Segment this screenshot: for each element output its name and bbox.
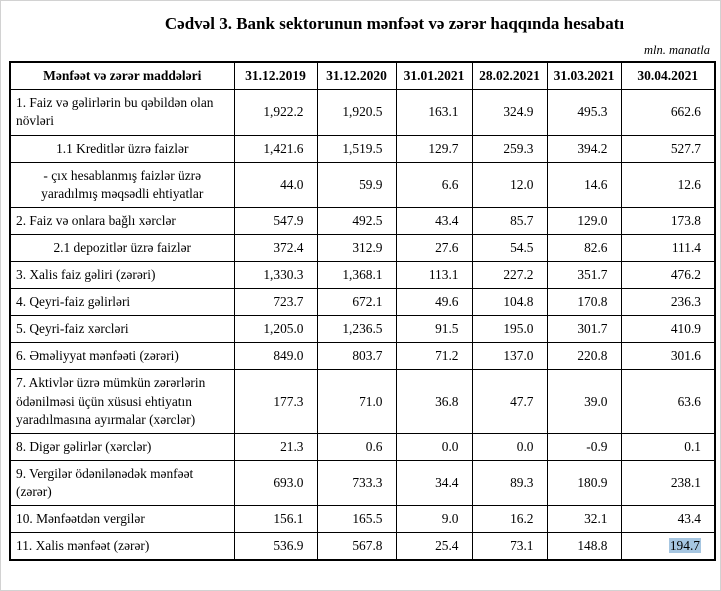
value-cell: 49.6 — [396, 289, 472, 316]
value-cell: 0.6 — [317, 433, 396, 460]
value-cell: 82.6 — [547, 234, 621, 261]
value-cell: 301.6 — [621, 343, 715, 370]
table-row — [10, 460, 715, 505]
value-cell: 129.0 — [547, 207, 621, 234]
value-cell: 137.0 — [472, 343, 547, 370]
column-header-items: Mənfəət və zərər maddələri — [10, 62, 234, 90]
row-label: 4. Qeyri-faiz gəlirləri — [10, 289, 234, 316]
value-cell: 410.9 — [621, 316, 715, 343]
value-cell: 71.2 — [396, 343, 472, 370]
unit-note: mln. manatla — [644, 43, 710, 58]
value-cell: 44.0 — [234, 162, 317, 207]
row-label: 2. Faiz və onlara bağlı xərclər — [10, 207, 234, 234]
value-cell: 662.6 — [621, 90, 715, 135]
column-header-date-2019: 31.12.2019 — [234, 62, 317, 90]
value-cell: 165.5 — [317, 505, 396, 532]
table-body — [10, 90, 715, 560]
value-cell: 312.9 — [317, 234, 396, 261]
row-label: 3. Xalis faiz gəliri (zərəri) — [10, 262, 234, 289]
value-cell: 25.4 — [396, 533, 472, 561]
value-cell: 104.8 — [472, 289, 547, 316]
value-cell: 170.8 — [547, 289, 621, 316]
value-cell: 733.3 — [317, 460, 396, 505]
row-label: 1. Faiz və gəlirlərin bu qəbildən olan növləri — [10, 90, 234, 135]
value-cell: 536.9 — [234, 533, 317, 561]
table-row — [10, 533, 715, 561]
value-cell: 220.8 — [547, 343, 621, 370]
value-cell: 12.0 — [472, 162, 547, 207]
value-cell: 113.1 — [396, 262, 472, 289]
value-cell: 6.6 — [396, 162, 472, 207]
value-cell: 324.9 — [472, 90, 547, 135]
value-cell: 36.8 — [396, 370, 472, 433]
value-cell: 21.3 — [234, 433, 317, 460]
value-cell: 12.6 — [621, 162, 715, 207]
value-cell: 351.7 — [547, 262, 621, 289]
table-row — [10, 262, 715, 289]
table-row — [10, 90, 715, 135]
value-cell: 227.2 — [472, 262, 547, 289]
header-row — [10, 62, 715, 90]
value-cell: 723.7 — [234, 289, 317, 316]
row-label: 10. Mənfəətdən vergilər — [10, 505, 234, 532]
value-cell: 1,519.5 — [317, 135, 396, 162]
row-label: 6. Əməliyyat mənfəəti (zərəri) — [10, 343, 234, 370]
report-title: Cədvəl 3. Bank sektorunun mənfəət və zərər haqqında hesabatı — [164, 14, 625, 33]
profit-loss-table — [9, 61, 716, 561]
row-label: 11. Xalis mənfəət (zərər) — [10, 533, 234, 561]
value-cell: 111.4 — [621, 234, 715, 261]
value-cell: 195.0 — [472, 316, 547, 343]
table-row — [10, 316, 715, 343]
value-cell: 1,421.6 — [234, 135, 317, 162]
value-cell: 129.7 — [396, 135, 472, 162]
value-cell: 173.8 — [621, 207, 715, 234]
value-cell: 0.0 — [396, 433, 472, 460]
value-cell: 394.2 — [547, 135, 621, 162]
value-cell: 1,330.3 — [234, 262, 317, 289]
value-cell: 85.7 — [472, 207, 547, 234]
value-cell: 1,236.5 — [317, 316, 396, 343]
row-label: 5. Qeyri-faiz xərcləri — [10, 316, 234, 343]
column-header-date-apr: 30.04.2021 — [621, 62, 715, 90]
value-cell: 1,368.1 — [317, 262, 396, 289]
row-label: 9. Vergilər ödənilənədək mənfəət (zərər) — [10, 460, 234, 505]
value-cell: 148.8 — [547, 533, 621, 561]
row-label: 8. Digər gəlirlər (xərclər) — [10, 433, 234, 460]
table-row — [10, 207, 715, 234]
value-cell: 43.4 — [396, 207, 472, 234]
value-cell: 547.9 — [234, 207, 317, 234]
table-row — [10, 433, 715, 460]
value-cell: 180.9 — [547, 460, 621, 505]
value-cell: 89.3 — [472, 460, 547, 505]
value-cell: 567.8 — [317, 533, 396, 561]
value-cell: 1,922.2 — [234, 90, 317, 135]
value-cell: 693.0 — [234, 460, 317, 505]
value-cell: 238.1 — [621, 460, 715, 505]
table-row — [10, 135, 715, 162]
value-cell: 34.4 — [396, 460, 472, 505]
value-cell: 9.0 — [396, 505, 472, 532]
value-cell — [621, 533, 715, 561]
table-row — [10, 370, 715, 433]
row-label: 1.1 Kreditlər üzrə faizlər — [10, 135, 234, 162]
row-label: 7. Aktivlər üzrə mümkün zərərlərin ödənilməsi üçün xüsusi ehtiyatın yaradılmasına ayırmalar (xərclər) — [10, 370, 234, 433]
selected-value[interactable]: 194.7 — [669, 538, 700, 554]
value-cell: 32.1 — [547, 505, 621, 532]
value-cell: 177.3 — [234, 370, 317, 433]
table-row — [10, 505, 715, 532]
table-row — [10, 162, 715, 207]
value-cell: 849.0 — [234, 343, 317, 370]
value-cell: 43.4 — [621, 505, 715, 532]
value-cell: 163.1 — [396, 90, 472, 135]
value-cell: 495.3 — [547, 90, 621, 135]
value-cell: 59.9 — [317, 162, 396, 207]
table-row — [10, 289, 715, 316]
value-cell: 0.1 — [621, 433, 715, 460]
value-cell: 672.1 — [317, 289, 396, 316]
value-cell: 156.1 — [234, 505, 317, 532]
value-cell: 476.2 — [621, 262, 715, 289]
value-cell: 259.3 — [472, 135, 547, 162]
table-row — [10, 234, 715, 261]
value-cell: 301.7 — [547, 316, 621, 343]
value-cell: 492.5 — [317, 207, 396, 234]
column-header-date-feb: 28.02.2021 — [472, 62, 547, 90]
value-cell: 0.0 — [472, 433, 547, 460]
value-cell: 63.6 — [621, 370, 715, 433]
value-cell: 71.0 — [317, 370, 396, 433]
column-header-date-2020: 31.12.2020 — [317, 62, 396, 90]
value-cell: 14.6 — [547, 162, 621, 207]
column-header-date-jan: 31.01.2021 — [396, 62, 472, 90]
value-cell: 73.1 — [472, 533, 547, 561]
value-cell: 803.7 — [317, 343, 396, 370]
value-cell: 527.7 — [621, 135, 715, 162]
column-header-date-mar: 31.03.2021 — [547, 62, 621, 90]
value-cell: -0.9 — [547, 433, 621, 460]
table-row — [10, 343, 715, 370]
value-cell: 236.3 — [621, 289, 715, 316]
value-cell: 1,205.0 — [234, 316, 317, 343]
value-cell: 54.5 — [472, 234, 547, 261]
row-label: - çıx hesablanmış faizlər üzrə yaradılmış məqsədli ehtiyatlar — [10, 162, 234, 207]
value-cell: 91.5 — [396, 316, 472, 343]
value-cell: 1,920.5 — [317, 90, 396, 135]
row-label: 2.1 depozitlər üzrə faizlər — [10, 234, 234, 261]
value-cell: 16.2 — [472, 505, 547, 532]
value-cell: 39.0 — [547, 370, 621, 433]
value-cell: 47.7 — [472, 370, 547, 433]
value-cell: 27.6 — [396, 234, 472, 261]
value-cell: 372.4 — [234, 234, 317, 261]
